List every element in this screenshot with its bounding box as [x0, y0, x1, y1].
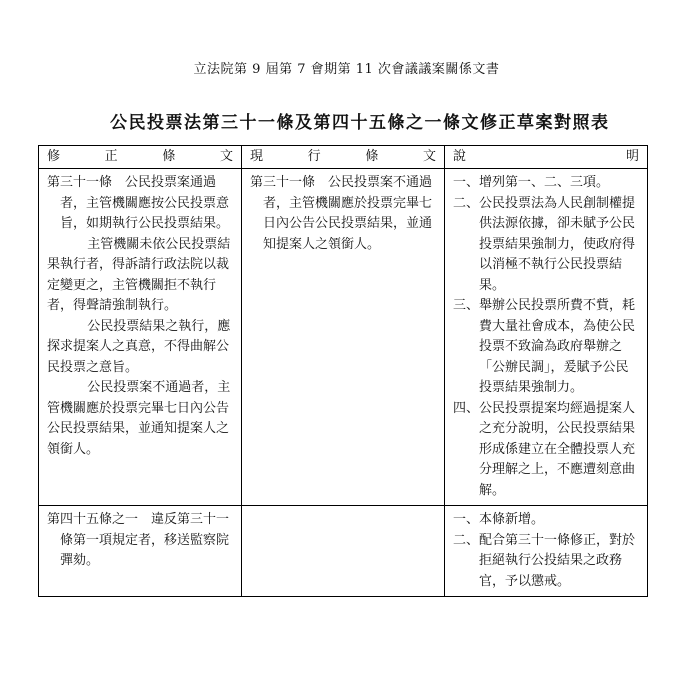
document-title: 公民投票法第三十一條及第四十五條之一條文修正草案對照表 [110, 113, 610, 133]
header-explanation [445, 146, 648, 169]
explanation-item: 一、本條新增。 [453, 512, 545, 527]
amended-paragraph: 第四十五條之一 違反第三十一條第一項規定者，移送監察院彈劾。 [47, 512, 230, 568]
current-cell [242, 169, 445, 506]
explanation-item: 二、配合第三十一條修正，對於拒絕執行公投結果之政務官，予以懲戒。 [453, 532, 636, 589]
amended-paragraph: 第三十一條 公民投票案通過者，主管機關應按公民投票意旨，如期執行公民投票結果。 [47, 175, 230, 231]
explanation-item: 四、公民投票提案均經過提案人之充分說明，公民投票結果形成係建立在全體投票人充分理解之上，不應遭刻意曲解。 [453, 400, 636, 498]
current-paragraph: 第三十一條 公民投票案不通過者，主管機關應於投票完畢七日內公告公民投票結果，並通知提案人之領銜人。 [250, 175, 433, 252]
header-current-char: 行 [307, 149, 321, 164]
document-header: 立法院第 9 屆第 7 會期第 11 次會議議案關係文書 [193, 62, 500, 77]
header-explanation-char: 明 [625, 149, 639, 164]
explanation-item: 二、公民投票法為人民創制權提供法源依據，卻未賦予公民投票結果強制力，使政府得以消極不執行公民投票結果。 [453, 195, 636, 293]
amended-cell [39, 169, 242, 506]
header-amended-char: 正 [104, 149, 118, 164]
table-row [39, 169, 648, 506]
header-current-char: 文 [422, 149, 436, 164]
amended-paragraph: 公民投票案不通過者，主管機關應於投票完畢七日內公告公民投票結果，並通知提案人之領銜人。 [47, 380, 231, 457]
explanation-item: 一、增列第一、二、三項。 [453, 175, 610, 190]
header-amended-char: 修 [47, 149, 61, 164]
table-row [39, 506, 648, 597]
comparison-table [38, 145, 648, 597]
explanation-cell [445, 169, 648, 506]
table-header-row [39, 146, 648, 169]
amended-paragraph: 主管機關未依公民投票結果執行者，得訴請行政法院以裁定變更之，主管機關拒不執行者，得聲請強制執行。 [47, 236, 231, 313]
explanation-cell [445, 506, 648, 597]
header-amended-char: 條 [162, 149, 176, 164]
header-current-char: 現 [250, 149, 264, 164]
header-amended-char: 文 [219, 149, 233, 164]
header-current-char: 條 [365, 149, 379, 164]
current-cell [242, 506, 445, 597]
amended-cell [39, 506, 242, 597]
explanation-item: 三、舉辦公民投票所費不貲，耗費大量社會成本，為使公民投票不致淪為政府舉辦之「公辦民調」，爰賦予公民投票結果強制力。 [453, 298, 636, 395]
header-amended [39, 146, 242, 169]
header-explanation-char: 說 [453, 149, 467, 164]
header-current [242, 146, 445, 169]
amended-paragraph: 公民投票結果之執行，應探求提案人之真意，不得曲解公民投票之意旨。 [47, 318, 231, 375]
